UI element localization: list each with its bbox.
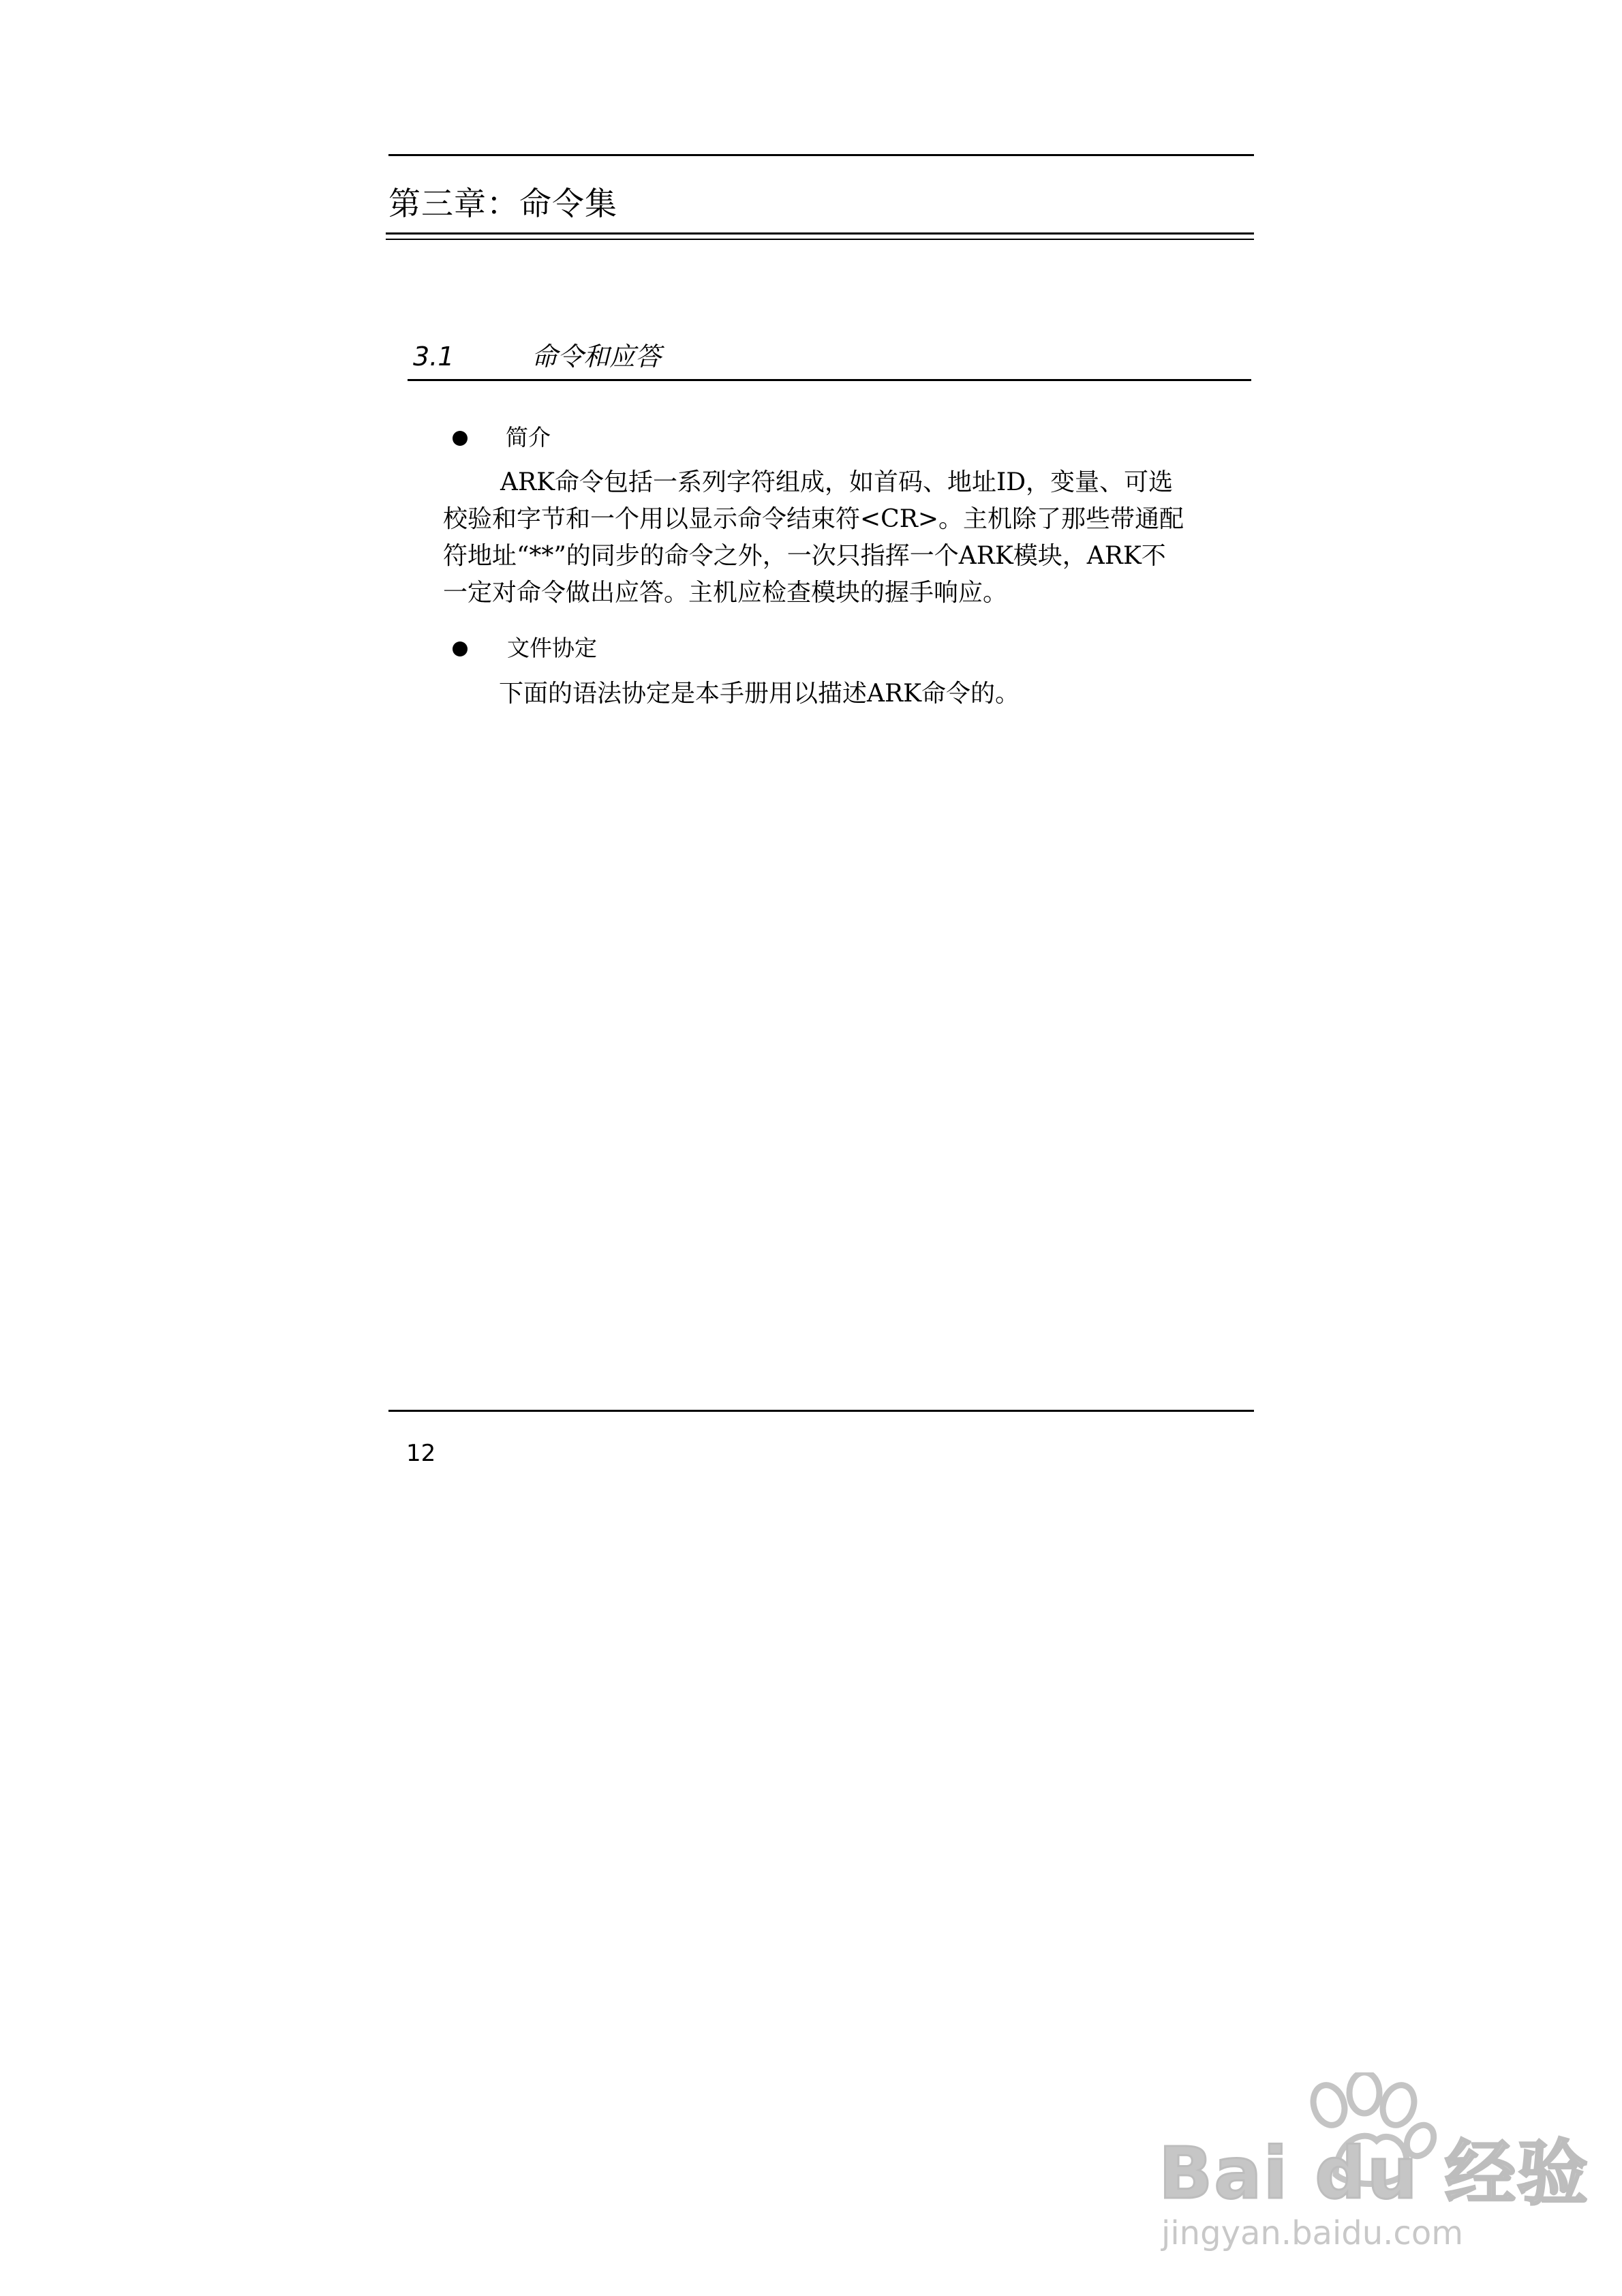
bullet-icon [453,431,468,446]
header-rule-top [388,154,1254,156]
section-title: 命令和应答 [532,342,662,372]
bullet-label-conventions: 文件协定 [507,635,597,661]
chapter-rule-thick [386,232,1254,235]
conventions-paragraph-line: 下面的语法协定是本手册用以描述ARK命令的。 [499,680,1020,708]
bullet-label-intro: 简介 [506,424,551,451]
section-rule [408,379,1251,381]
footer-rule [388,1410,1254,1412]
section-number: 3.1 [413,342,455,372]
watermark [1159,2072,1589,2256]
watermark-brand: Bai du 经验 [1159,2132,1589,2215]
bullet-icon [453,641,468,656]
watermark-url: jingyan.baidu.com [1161,2214,1463,2252]
chapter-rule-thin [386,239,1254,240]
page-number: 12 [406,1440,436,1467]
intro-paragraph-line: 符地址“**”的同步的命令之外，一次只指挥一个ARK模块，ARK不 [443,542,1166,570]
intro-paragraph-line: 一定对命令做出应答。主机应检查模块的握手响应。 [443,579,1008,607]
chapter-title: 第三章：命令集 [388,185,617,223]
intro-paragraph-line: 校验和字节和一个用以显示命令结束符<CR>。主机除了那些带通配 [443,505,1184,533]
intro-paragraph-line: ARK命令包括一系列字符组成，如首码、地址ID，变量、可选 [500,468,1174,496]
